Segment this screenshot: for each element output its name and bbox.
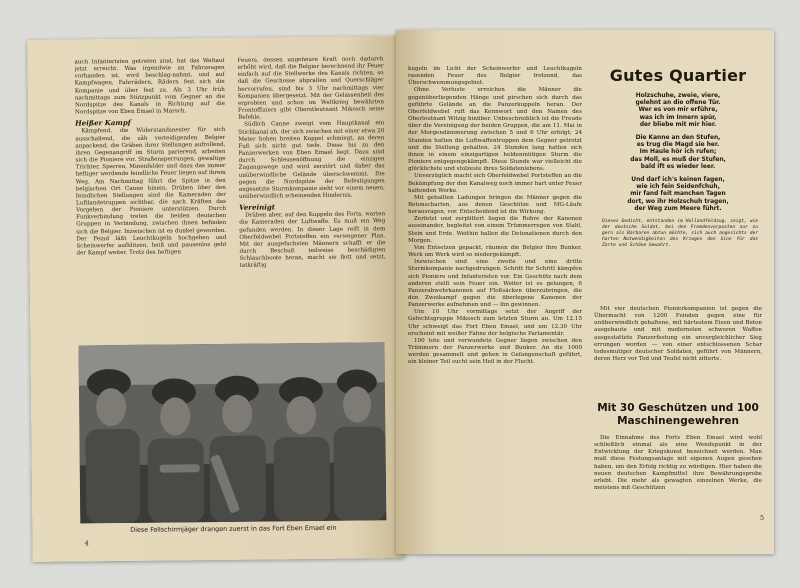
poem-line: der Weg zum Meere führt.: [634, 205, 722, 212]
right-column-1: [408, 66, 582, 544]
poem-line: wie ich fein Seidenfchuh,: [636, 184, 720, 191]
paragraph: Ohne Verluste erreichen die Männer die gegenüberliegenden Hänge und pirschen sich durch das geführte Gelände an die Panzerkuppeln heran. Der Oberfeldwebel ruft das Kennwort und den Namen des Oberleutnant Witzig hinüber. Unbeschreiblich ist die Freude über die Vereinigung der beiden Gruppen, die am 11. Mai in der Morgendämmerung zwischen 5 und 6 Uhr erfolgt; 24 Stunden hatten die Luftwaffentruppen dem Gegner getrotzt und die Stellung gehalten. 24 Stunden lang hatten sich ihnen in einem einzigartigen heldenmütigen Sturm die Pioniere entgegengekämpft. Diese Stunde war vielleicht die glücklichste und stolzeste ihres Soldatenlebens.: [408, 87, 582, 173]
poem-line: bald ift es wieder leer.: [640, 163, 716, 170]
poem-line: das Moll, es muß der Stufen,: [630, 156, 726, 163]
paragraph: Die Einnahme des Forts Eben Emael wird wohl schließlich einmal als eine Wendepunkt in der Entwicklung der Kriegskunst bezeichnet werden. Man muß diese Festungsanlage mit eigenen Augen gesehen haben, um den Erfolg richtig zu würdigen. Hier haben die neuen deutschen Kampfmittel ihre Bewährungsprobe erlebt. Die mehr als gewagten einzelnen Werke, die meistens mit Geschützen: [594, 435, 762, 492]
paragraph: auch Infanteristen getreten sind, hat das Weltauf jetzt erreicht. Was irgendwie an Fahrzeugen vorhanden ist, wird beschlag-nahmt, und auf Kampfwagen, Fahrrädern, Rädern fest sich die Kompanie und über fest zu. Als 3 Uhr früh nachmittags zum Stützpunkt vom Gegner an die Nordspitze des Kanals in Richtung auf die Nordspitze von Eben Emael in Marsch.: [74, 57, 225, 116]
soldiers-photo-icon: [78, 342, 386, 523]
paragraph: Südlich Canne zweigt vom Hauptkanal ein Stichkanal ab, der sich zwischen mit einer etwa 20 Meter hohen breiten Kuppel schmiegt, an deren Fuß sich nicht gut tiefe. Diese bis zu den Panzerwerken von Eben Emael liegt. Dazu sind durch Schleusenöffnung die einzigen Zugangswege und wird zerstört und daher das unüberwindliche Gelände überschwemmt. Die gegen die Nordspitze der Befestigungen angesetzte Sturmkompanie sieht vor einem neuen, unüberwindlich scheinenden Hindernis.: [238, 120, 385, 200]
paragraph: Unverzüglich macht sich Oberfeldwebel Portsteffen an die Bekämpfung der den Kanalweg noch immer hart unter Feuer haltenden Werke.: [408, 173, 582, 194]
poem-line: Die Kanne an den Stufen,: [635, 135, 721, 142]
poem-line: was ich im Innern spür,: [639, 114, 717, 121]
paragraph: Inzwischen sind eine zweite und eine dritte Sturmkompanie nachgedrungen. Schritt für Schritt kämpfen sich Pioniere und Infanteristen vor. Ein Geschütz nach dem anderen stellt sein Feuer ein. Weiter ist es gelungen, 6 Panzerabwehrkanonen auf Floßsäcken überzubringen, die den Zweikampf gegen die überlegene Kanonen der Panzerwerke aufnehmen und — ihn gewinnen.: [408, 259, 582, 309]
poem-line: Und darf ich's keinen fagen,: [631, 177, 725, 184]
paragraph: Drüben aber, auf den Kuppeln des Forts, warten die Kameraden der Luftwaffe. Es muß ein Weg gefunden werden. In dieser Lage reift in dem Oberfeldwebel Portsteffen ein verwegener Plan. Mit der ausgefuchsten Männern schafft er die durch Beschuß teilweise beschädigten Schlauchboote heran, macht sie flott und setzt, tatkräftig: [239, 211, 386, 270]
poem-line: mir fand feit manchen Tagen: [630, 191, 726, 198]
paragraph: Kämpfend, die Widerstandsnester für sich ausschaltend, die zäh verteidigenden Belgier anpackend, die Gräben ihrer Stellungen aufrollend, ihren Gegenangriff im Sturm parierend, arbeiten sich die Pioniere vor. Straßensperrungen, gewaltige Trichter, Sperren, Minenfelder und dazu das immer heftiger werdende feindliche Feuer liegen auf ihrem Weg. Am Nachmittag führt die Spitze in den belgischen Ort Canne hinein. Drüben über den feindlichen Stellungen sind die Kameraden der Luftlandetruppen sichtbar, die nach Kräften das Vorgehen der Pioniere unterstützen. Durch Funkverbindung treten die beiden deutschen Gruppen in Verbindung, zwischen ihnen befinden sich die Belgier. Inzwischen ist es dunkel geworden. Der Feind läßt Leuchtkugeln hochgehen und Scheinwerfer aufblitzen, heiß und pausenlos geht der Kampf weiter. Trotz des heftigen: [75, 127, 227, 257]
section-subheading: Mit 30 Geschützen und 100 Maschinengewehren: [597, 402, 759, 427]
poem-line: dort, wo ihr Holzschuh tragen,: [627, 198, 729, 205]
left-column-1: [74, 58, 227, 360]
poem-line: Holzschuhe, zweie, viere,: [635, 93, 721, 99]
paragraph: Feuers, dessen ungeheure Kraft noch dadurch erhöht wird, daß die Belgier berechnend ihr Feuer einfach auf die Stellwerke des Kanals richten, so daß die Geschosse abprallen und Querschläger hervorrufen, sind bis 3 Uhr nachmittags vier Kompanien übergesetzt. Mit der Gelassenheit des erprobten und schon im Weltkrieg bewährten Frontoffiziers gibt Oberstleutnant Mikosch seine Befehle.: [237, 56, 385, 122]
poem-title: Gutes Quartier: [609, 66, 747, 85]
paragraph: Zerfetzt und zerplittert liegen die Rohre der Kanonen auseinander, begleitet von einem Trümmerregen von Stahl, Stein und Erde. Weithin hallen die Detonationen durch den Morgen.: [408, 216, 582, 244]
poem-stanza: [594, 93, 762, 129]
photo-caption: Diese Fallschirmjäger drangen zuerst in das Fort Eben Emael ein: [130, 523, 337, 534]
section-heading: Heißer Kampf: [75, 118, 131, 128]
right-column-2-top: [594, 306, 762, 363]
poem-line: Im Haule hör ich rufen;: [639, 149, 717, 156]
poem-line: Wer es von mir erführe,: [638, 107, 718, 114]
paragraph: Um 10 Uhr vormittags setzt der Angriff der Gefechtsgruppe Mikosch zum letzten Sturm an. Um 12.15 Uhr schweigt das Fort Eben Emael, und um 12.30 Uhr erscheint mit weißer Fahne der belgische Parlamentär.: [408, 309, 582, 337]
right-page: [396, 30, 774, 554]
page-number: 4: [84, 539, 89, 548]
page-number: 5: [760, 514, 765, 522]
paragraph: Mit geballten Ladungen bringen die Männer gegen die Betonscharten, aus denen Geschütze und MG-Läufe herausragen, vor. Entscheidend ist die Wirkung.: [408, 194, 582, 216]
paragraph: Von Entsetzen gepackt, räumen die Belgier ihre Bunker. Werk um Werk wird so niedergekämpft.: [408, 244, 582, 259]
paragraph: 100 tote und verwundete Gegner liegen zwischen den Trümmern der Panzerwerke und Bunker. An die 1000 werden gesammelt und gehen in Gefangenschaft geführt, ein kleiner Teil sucht sein Heil in der Flucht.: [408, 337, 582, 366]
right-column-2-bottom: [594, 435, 762, 517]
poem-line: der bliebe mit mir hier.: [639, 121, 717, 128]
paragraph: Mit vier deutschen Pionierkompanien ist gegen die Übermacht von 1200 Feinden gegen eine für unüberwindlich gehaltene, mit härtestem Eisen und Beton ausgebaute und mit modernsten schweren Waffen ausgestattete Panzerfestung ein unvergleichlicher Sieg errungen worden — von einer entschlossenen Schar todesmutiger deutscher Soldaten, geführt von Männern, deren Herz vor Tod und Teufel nicht zitterte.: [594, 306, 762, 363]
poem-note: Dieses Gedicht, entstanden im Hollandfeldzug, zeigt, wie der deutsche Soldat, bei den Fremdenvorposten nur zu gern als Barbaren abtun möchte, sich auch angesichts der harten Notwendigkeiten des Krieges den Sinn für das Zarte und Schöne bewahrt.: [602, 219, 758, 249]
poem-sidebar: [594, 66, 762, 249]
poem-line: gelehnt an die offene Tür.: [635, 100, 721, 107]
paragraph: kugeln im Licht der Scheinwerfer und Leuchtkugeln rasenden Feuer des Belgier trotzend, das Überschwemmungsgebiet.: [408, 66, 582, 87]
section-heading: Vereinigt: [238, 202, 276, 212]
poem: [594, 93, 762, 213]
left-page: [27, 36, 404, 562]
left-column-2: [237, 56, 386, 358]
poem-line: es trug die Magd sie her.: [636, 142, 720, 149]
soldiers-photo: [78, 342, 386, 523]
poem-stanza: [594, 135, 762, 171]
poem-stanza: [594, 177, 762, 213]
